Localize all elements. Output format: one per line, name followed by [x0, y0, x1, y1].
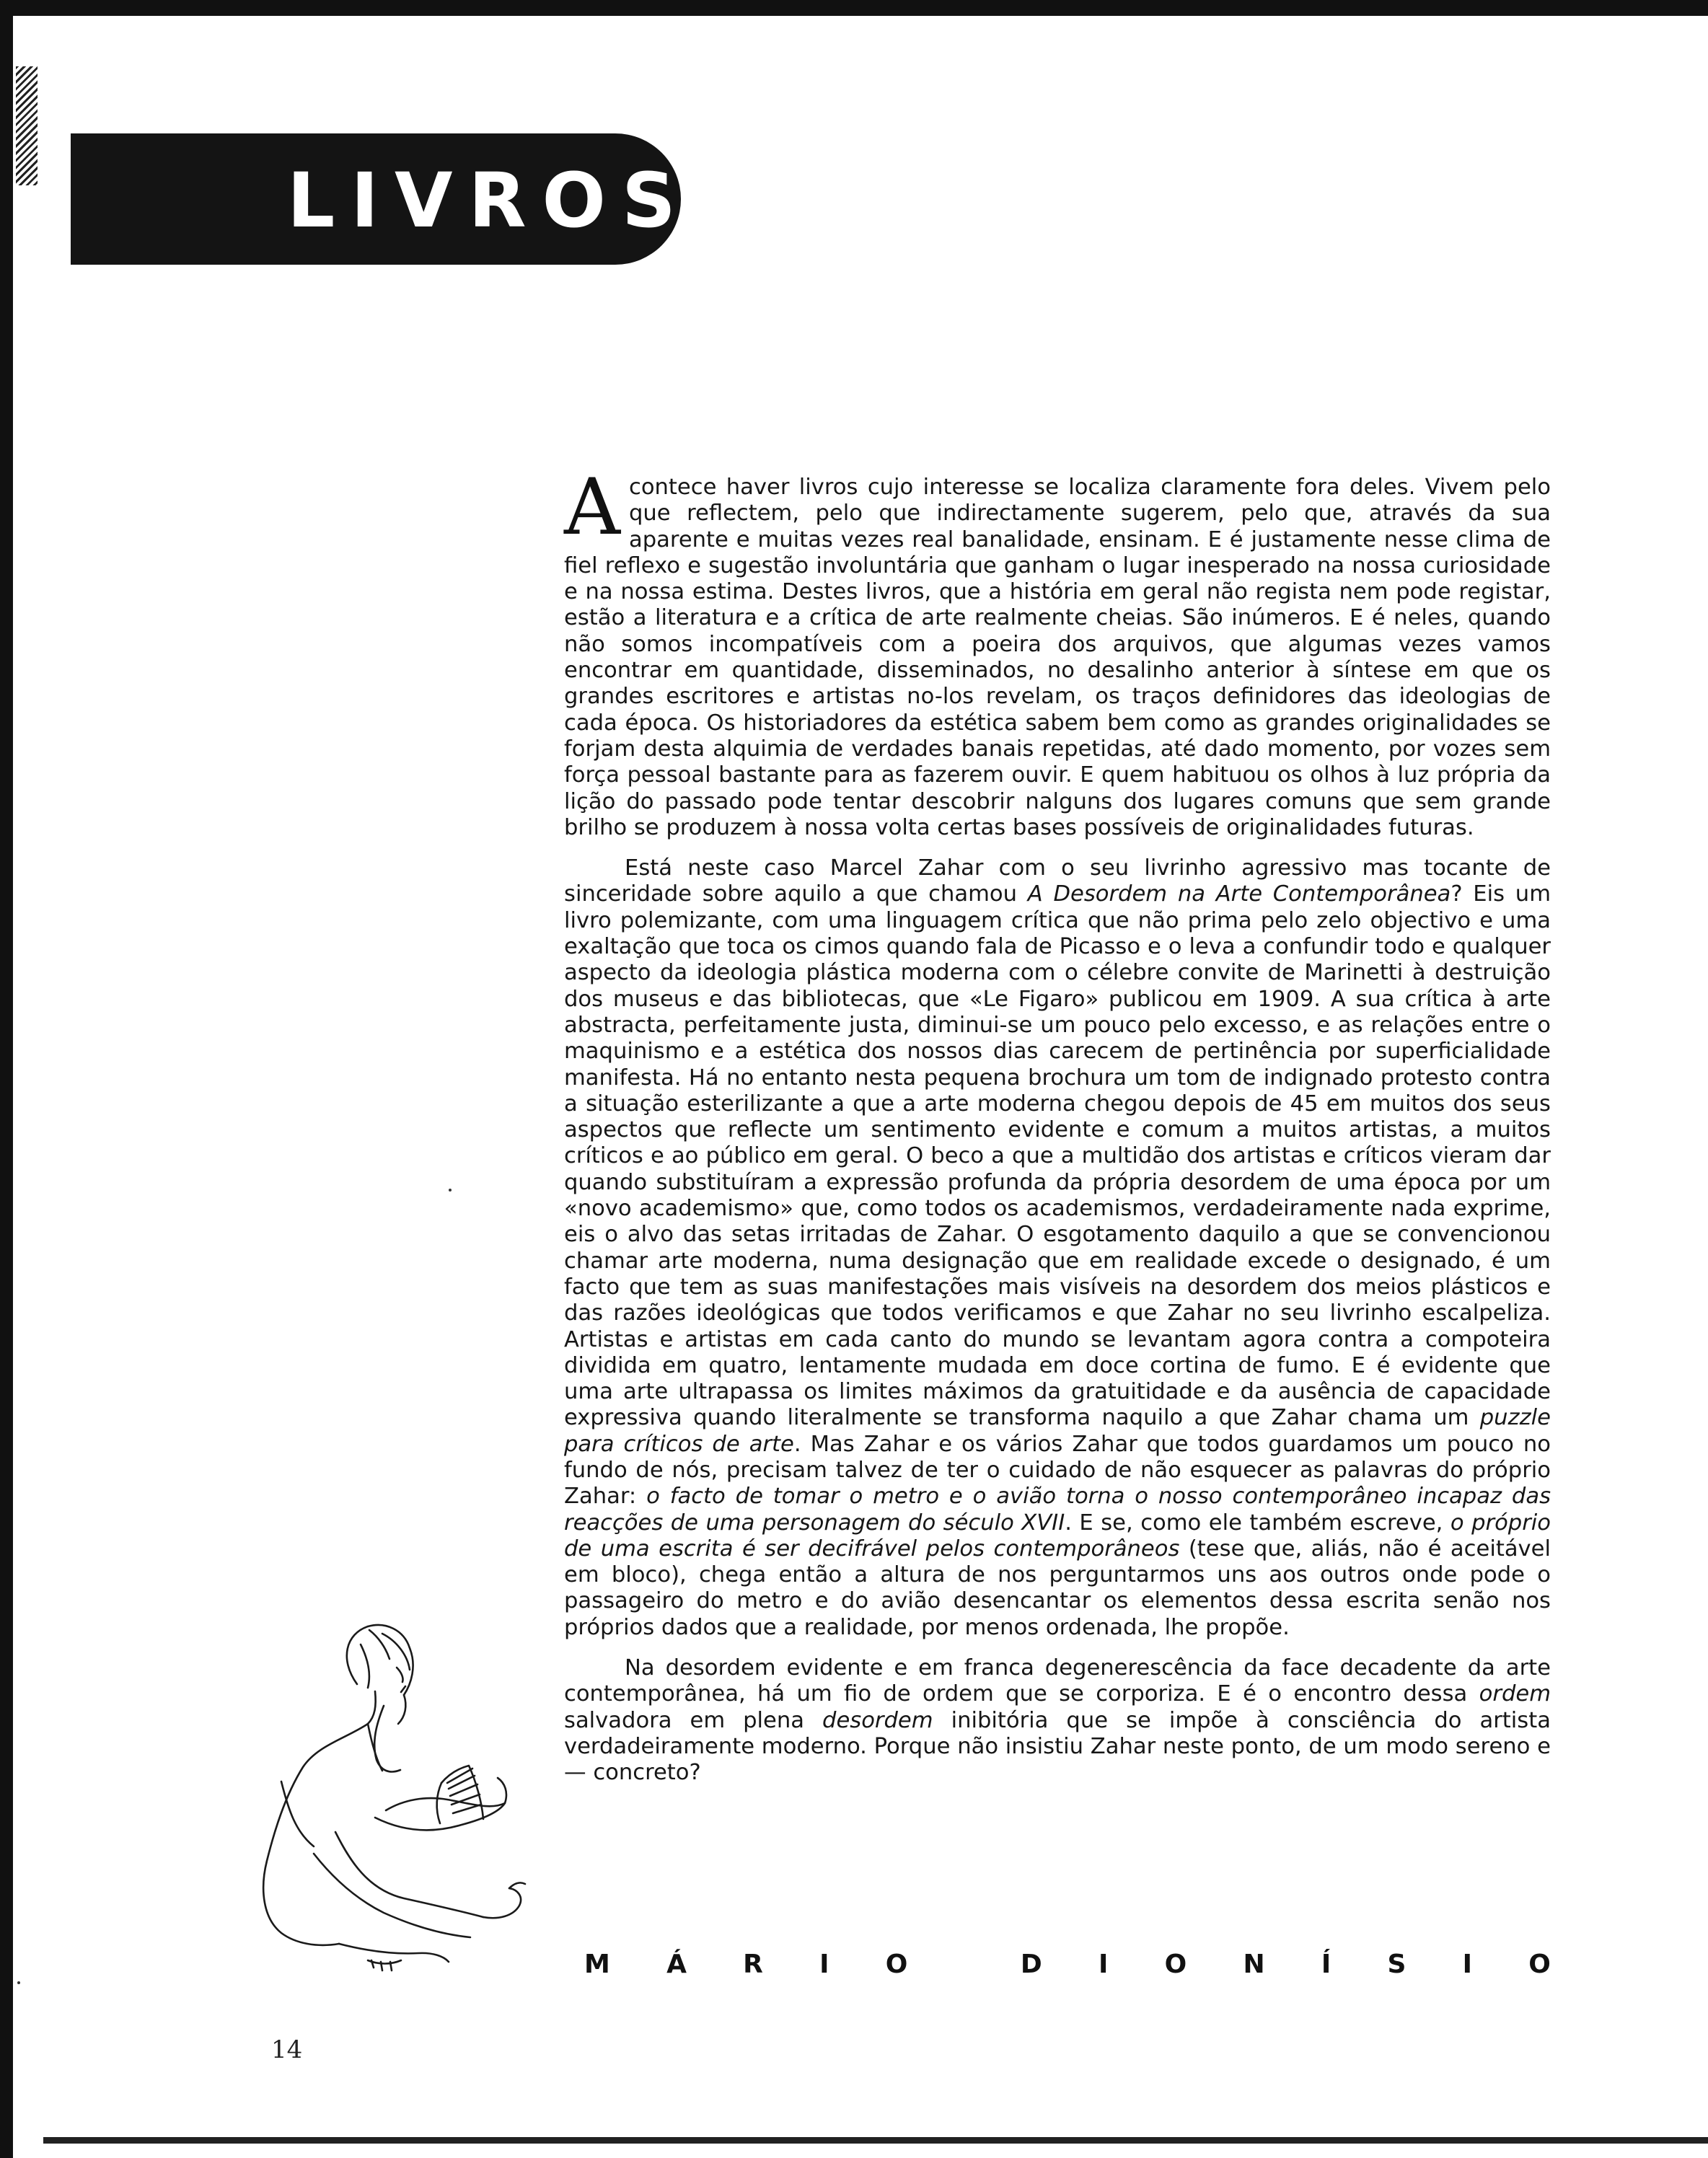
article-paragraph-2	[564, 855, 1551, 1641]
hatched-margin-mark	[16, 66, 38, 185]
bottom-border-rule	[43, 2137, 1708, 2144]
italic-word-desordem: desordem	[822, 1707, 933, 1733]
paragraph-3-text-a: Na desordem evidente e em franca degenerescência da face decadente da arte contemporânea, há um fio de ordem que se corporiza. E é o encontro dessa	[564, 1655, 1551, 1707]
paragraph-2-text-a: Está neste caso Marcel Zahar com o seu livrinho agressivo mas tocante de sinceridade sobre aquilo a que chamou	[564, 855, 1551, 907]
signature-letter: I	[1098, 1950, 1109, 1979]
signature-letter: O	[885, 1950, 908, 1979]
paragraph-2-text-c: . Mas Zahar e os vários Zahar que todos guardamos um pouco no fundo de nós, precisam talvez de ter o cuidado de não esquecer as palavras do próprio Zahar:	[564, 1431, 1551, 1510]
book-title-italic: A Desordem na Arte Contemporânea	[1027, 881, 1451, 907]
paragraph-3-text-b: salvadora em plena	[564, 1707, 823, 1733]
article-body	[564, 462, 1551, 1787]
signature-letter: I	[819, 1950, 829, 1979]
italic-word-ordem: ordem	[1479, 1681, 1551, 1707]
print-speck	[17, 1981, 20, 1984]
drop-cap: A	[564, 462, 620, 552]
top-border-rule	[0, 0, 1708, 16]
page-number: 14	[271, 2035, 303, 2064]
signature-letter: D	[1020, 1950, 1042, 1979]
signature-letter: M	[584, 1950, 610, 1979]
section-title: LIVROS	[287, 157, 692, 245]
signature-letter: Á	[666, 1950, 687, 1979]
signature-letter: N	[1243, 1950, 1265, 1979]
signature-letter: Í	[1321, 1950, 1331, 1979]
paragraph-1-text: contece haver livros cujo interesse se localiza claramente fora deles. Vivem pelo que reflectem, pelo que indirectamente sugerem, pelo que, através da sua aparente e muitas vezes real banalidade, ensinam. E é justamente nesse clima de fiel reflexo e sugestão involuntária que ganham o lugar inesperado na nossa curiosidade e na nossa estima. Destes livros, que a história em geral não regista nem pode registar, estão a literatura e a crítica de arte realmente cheias. São inúmeros. E é neles, quando não somos incompatíveis com a poeira dos arquivos, que algumas vezes vamos encontrar em quantidade, disseminados, no desalinho anterior à síntese em que os grandes escritores e artistas no-los revelam, os traços definidores das ideologias de cada época. Os historiadores da estética sabem bem como as grandes originalidades se forjam desta alquimia de verdades banais repetidas, até dado momento, por vozes sem força pessoal bastante para as fazerem ouvir. E quem habituou os olhos à luz própria da lição do passado pode tentar descobrir nalguns dos lugares comuns que sem grande brilho se produzem à nossa volta certas bases possíveis de originalidades futuras.	[564, 475, 1551, 840]
print-speck	[449, 1189, 452, 1192]
paragraph-3-text-c: inibitória que se impõe à consciência do artista verdadeiramente moderno. Porque não insistiu Zahar neste ponto, de um modo sereno e — concreto?	[564, 1707, 1551, 1786]
author-signature	[584, 1950, 1551, 1979]
italic-quote-escrita: o próprio de uma escrita é ser decifrável pelos contemporâneos	[564, 1510, 1551, 1562]
article-paragraph-1	[564, 462, 1551, 841]
paragraph-2-text-b: ? Eis um livro polemizante, com uma linguagem crítica que não prima pelo zelo objectivo e uma exaltação que toca os cimos quando fala de Picasso e o leva a confundir todo e qualquer aspecto da ideologia plástica moderna com o célebre convite de Marinetti à destruição dos museus e das bibliotecas, que «Le Figaro» publicou em 1909. A sua crítica à arte abstracta, perfeitamente justa, diminui-se um pouco pelo excesso, e as relações entre o maquinismo e a estética dos nossos dias carecem de pertinência por superficialidade manifesta. Há no entanto nesta pequena brochura um tom de indignado protesto contra a situação esterilizante a que a arte moderna chegou depois de 45 em muitos dos seus aspectos que reflecte um sentimento evidente e comum a muitos artistas, a muitos críticos e ao público em geral. O beco a que a multidão dos artistas e críticos vieram dar quando substituíram a expressão profunda da própria desordem de uma época por um «novo academismo» que, como todos os academismos, verdadeiramente nada exprime, eis o alvo das setas irritadas de Zahar. O esgotamento daquilo a que se convencionou chamar arte moderna, numa designação que em realidade excede o designado, é um facto que tem as suas manifestações mais visíveis na desordem dos meios plásticos e das razões ideológicas que todos verificamos e que Zahar no seu livrinho escalpeliza. Artistas e artistas em cada canto do mundo se levantam agora contra a compoteira dividida em quatro, lentamente mudada em doce cortina de fumo. E é evidente que uma arte ultrapassa os limites máximos da gratuitidade e da ausência de capacidade expressiva quando literalmente se transforma naquilo a que Zahar chama um	[564, 881, 1551, 1431]
left-border-rule	[0, 0, 13, 2158]
paragraph-2-text-e: (tese que, aliás, não é aceitável em bloco), chega então a altura de nos perguntarmos uns aos outros onde pode o passageiro do metro e do avião desencantar os elementos dessa escrita senão nos próprios dados que a realidade, por menos ordenada, lhe propõe.	[564, 1536, 1551, 1640]
signature-letter: I	[1462, 1950, 1473, 1979]
paragraph-2-text-d: . E se, como ele também escreve,	[1065, 1510, 1451, 1536]
seated-woman-reading-illustration	[188, 1616, 563, 1991]
italic-quote-metro: o facto de tomar o metro e o avião torna o nosso contemporâneo incapaz das reacções de uma personagem do século XVII	[564, 1484, 1551, 1536]
article-paragraph-3	[564, 1655, 1551, 1786]
signature-letter: O	[1528, 1950, 1551, 1979]
italic-phrase-puzzle: puzzle para críticos de arte	[564, 1405, 1551, 1457]
signature-letter: S	[1387, 1950, 1407, 1979]
section-banner	[71, 133, 692, 265]
signature-letter: R	[743, 1950, 763, 1979]
signature-letter: O	[1164, 1950, 1187, 1979]
